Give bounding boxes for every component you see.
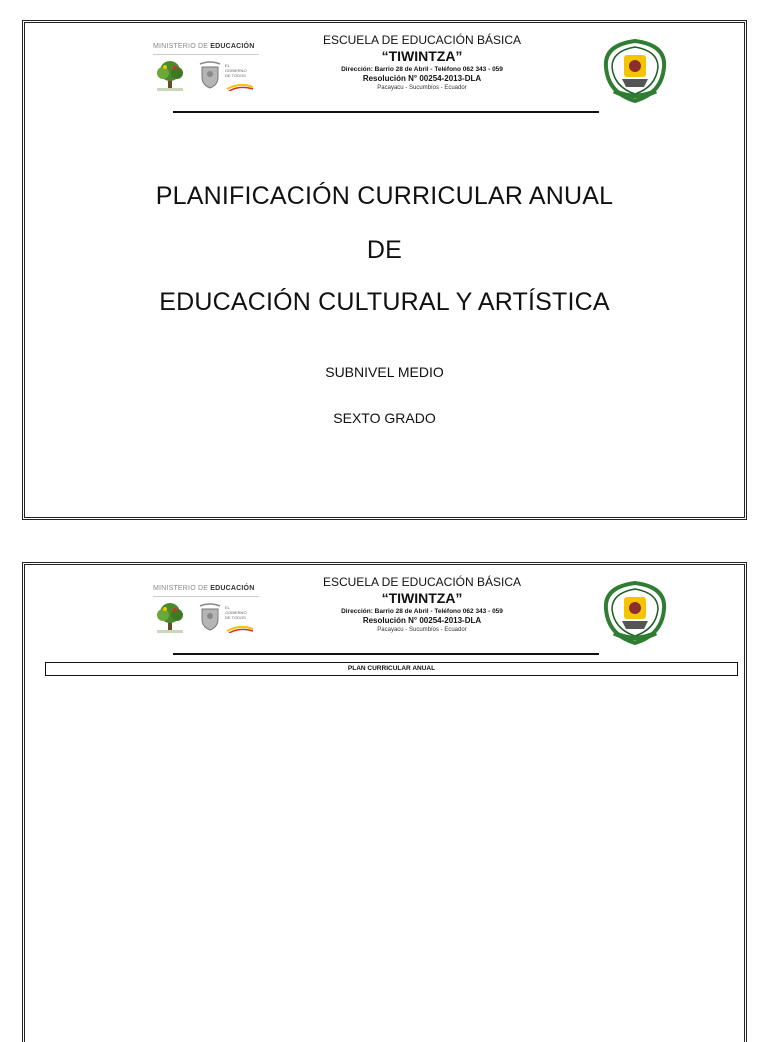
page-title-line-2: DE <box>366 236 403 264</box>
school-location: Pacayacu - Sucumbíos - Ecuador <box>377 85 467 91</box>
page-title-line-3: EDUCACIÓN CULTURAL Y ARTÍSTICA <box>159 288 610 316</box>
flag-stripe-icon <box>225 83 255 91</box>
school-title: “TIWINTZA” <box>381 48 463 64</box>
school-name: ESCUELA DE EDUCACIÓN BÁSICA <box>322 575 522 589</box>
ministry-label: MINISTERIO DE EDUCACIÓN <box>153 43 259 55</box>
grade-label: SEXTO GRADO <box>333 410 436 426</box>
tree-logo-icon <box>153 601 187 635</box>
ministry-logo <box>153 43 259 103</box>
school-header <box>25 23 744 118</box>
school-crest-icon <box>598 37 672 105</box>
school-resolution: Resolución N° 00254-2013-DLA <box>362 74 482 83</box>
ministry-label: MINISTERIO DE EDUCACIÓN <box>153 585 259 597</box>
plan-header-label: PLAN CURRICULAR ANUAL <box>347 665 436 672</box>
school-crest-icon <box>598 579 672 647</box>
school-location: Pacayacu - Sucumbíos - Ecuador <box>377 627 467 633</box>
page-title-line-1: PLANIFICACIÓN CURRICULAR ANUAL <box>155 182 614 210</box>
tree-logo-icon <box>153 59 187 93</box>
sublevel-label: SUBNIVEL MEDIO <box>325 364 444 380</box>
gov-caption: EL GOBIERNO DE TODOS <box>225 63 247 78</box>
school-address: Dirección: Barrio 28 de Abril - Teléfono 062 343 - 059 <box>341 66 503 73</box>
school-address: Dirección: Barrio 28 de Abril - Teléfono 062 343 - 059 <box>341 608 503 615</box>
plan-header-bar <box>45 662 738 676</box>
ministry-logo <box>153 585 259 645</box>
school-header <box>25 565 744 660</box>
school-resolution: Resolución N° 00254-2013-DLA <box>362 616 482 625</box>
ecuador-shield-icon <box>199 603 221 631</box>
school-info <box>297 575 547 634</box>
school-name: ESCUELA DE EDUCACIÓN BÁSICA <box>322 33 522 47</box>
ecuador-shield-icon <box>199 61 221 89</box>
header-divider <box>173 653 599 655</box>
flag-stripe-icon <box>225 625 255 633</box>
document-page-2 <box>22 562 747 1042</box>
header-divider <box>173 111 599 113</box>
school-title: “TIWINTZA” <box>381 590 463 606</box>
gov-caption: EL GOBIERNO DE TODOS <box>225 605 247 620</box>
document-page-1 <box>22 20 747 520</box>
school-info <box>297 33 547 92</box>
